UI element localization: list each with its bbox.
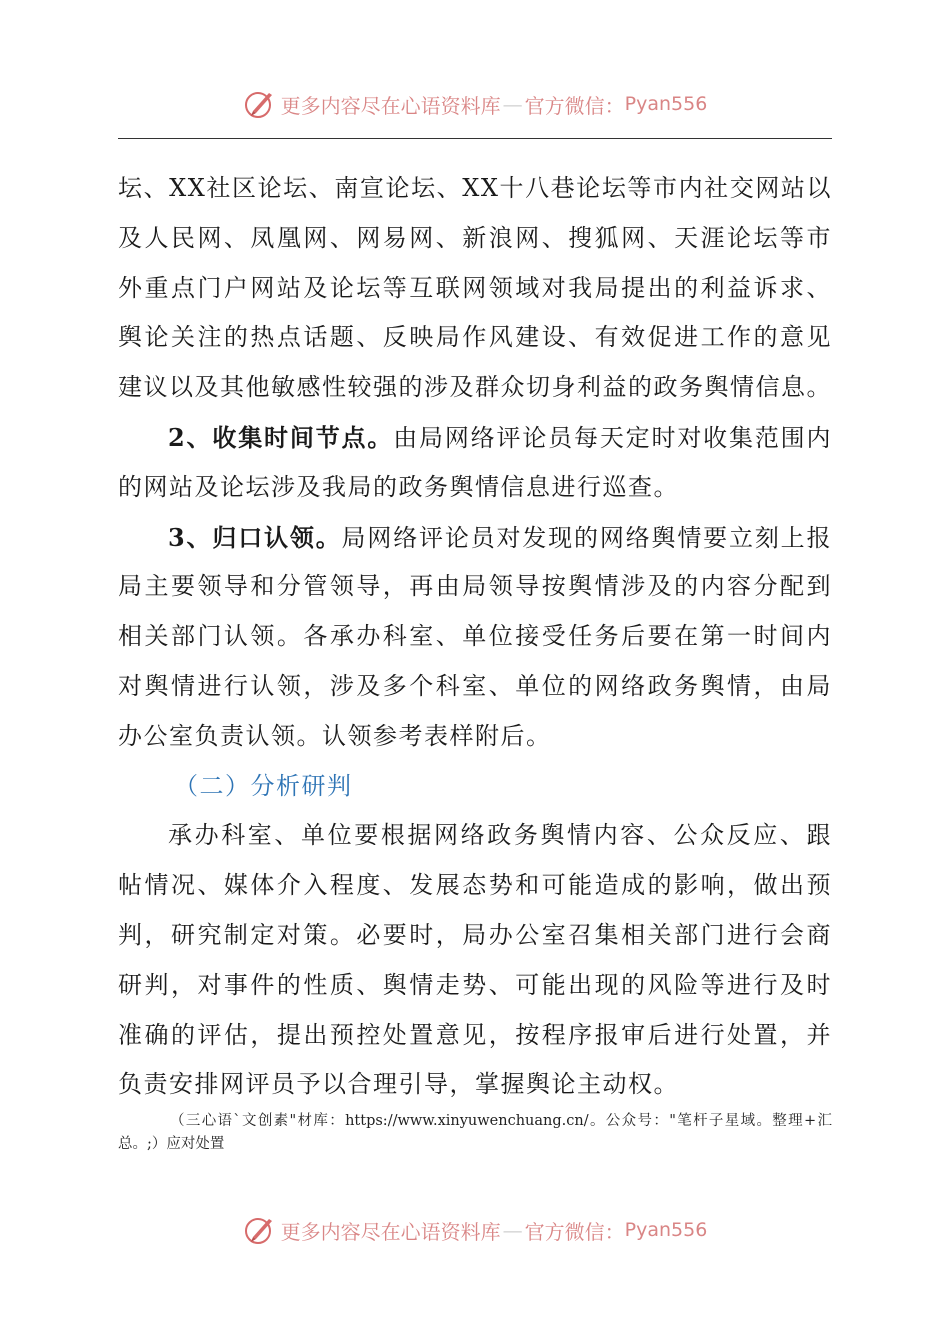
header-banner	[0, 86, 950, 122]
note-line-2: 总。;）应对处置	[118, 1136, 225, 1152]
p1-line-2: 及人民网、凤凰网、网易网、新浪网、搜狐网、天涯论坛等市	[118, 223, 832, 252]
p3-line-1	[118, 513, 832, 563]
footer-banner-contact-id: Pyan556	[624, 1219, 708, 1241]
p4-line-6: 负责安排网评员予以合理引导，掌握舆论主动权。	[118, 1070, 679, 1099]
p3-line-1-rest: 局网络评论员对发现的网络舆情要立刻上报	[341, 523, 833, 552]
p3-line-2: 局主要领导和分管领导，再由局领导按舆情涉及的内容分配到	[118, 572, 832, 601]
p4-line-5: 准确的评估，提出预控处置意见，按程序报审后进行处置，并	[118, 1020, 832, 1049]
banner-contact-label: 官方微信：	[524, 93, 625, 118]
banner-dash: —	[502, 92, 523, 116]
p2-line-2: 的网站及论坛涉及我局的政务舆情信息进行巡查。	[118, 472, 679, 501]
banner-lead: 更多内容尽在心语资料库	[280, 93, 501, 118]
p3-line-5: 办公室负责认领。认领参考表样附后。	[118, 721, 552, 750]
footer-banner	[0, 1212, 950, 1248]
p4-line-1: 承办科室、单位要根据网络政务舆情内容、公众反应、跟	[168, 821, 832, 850]
p2-lead-bold: 2、收集时间节点。	[168, 422, 394, 452]
p3-line-4: 对舆情进行认领，涉及多个科室、单位的网络政务舆情，由局	[118, 671, 832, 700]
p1-line-1: 坛、XX社区论坛、南宣论坛、XX十八巷论坛等市内社交网站以	[118, 174, 832, 202]
p1-line-4: 舆论关注的热点话题、反映局作风建设、有效促进工作的意见	[118, 323, 832, 352]
footer-banner-lead: 更多内容尽在心语资料库	[280, 1219, 501, 1244]
quill-logo-icon	[243, 87, 277, 121]
p4-line-3: 判，研究制定对策。必要时，局办公室召集相关部门进行会商	[118, 920, 832, 949]
footer-banner-contact-label: 官方微信：	[524, 1219, 625, 1244]
header-rule	[118, 138, 832, 139]
footer-banner-dash: —	[502, 1218, 523, 1242]
p4-line-4: 研判，对事件的性质、舆情走势、可能出现的风险等进行及时	[118, 970, 832, 999]
p2-line-1	[118, 413, 832, 463]
p4-line-2: 帖情况、媒体介入程度、发展态势和可能造成的影响，做出预	[118, 871, 832, 900]
p3-line-3: 相关部门认领。各承办科室、单位接受任务后要在第一时间内	[118, 622, 832, 651]
source-note	[118, 1110, 832, 1156]
note-line-1: （三心语`文创素"材库：https://www.xinyuwenchuang.cn/。公众号："笔杆子星域。整理+汇	[170, 1113, 832, 1129]
p1-line-5: 建议以及其他敏感性较强的涉及群众切身利益的政务舆情信息。	[118, 373, 832, 402]
document-body	[118, 164, 832, 1110]
p1-line-3: 外重点门户网站及论坛等互联网领域对我局提出的利益诉求、	[118, 273, 832, 302]
quill-logo-icon	[243, 1213, 277, 1247]
section-heading: （二）分析研判	[174, 771, 353, 800]
p2-line-1-rest: 由局网络评论员每天定时对收集范围内	[393, 423, 832, 452]
banner-contact-id: Pyan556	[624, 93, 708, 115]
p3-lead-bold: 3、归口认领。	[168, 522, 342, 552]
